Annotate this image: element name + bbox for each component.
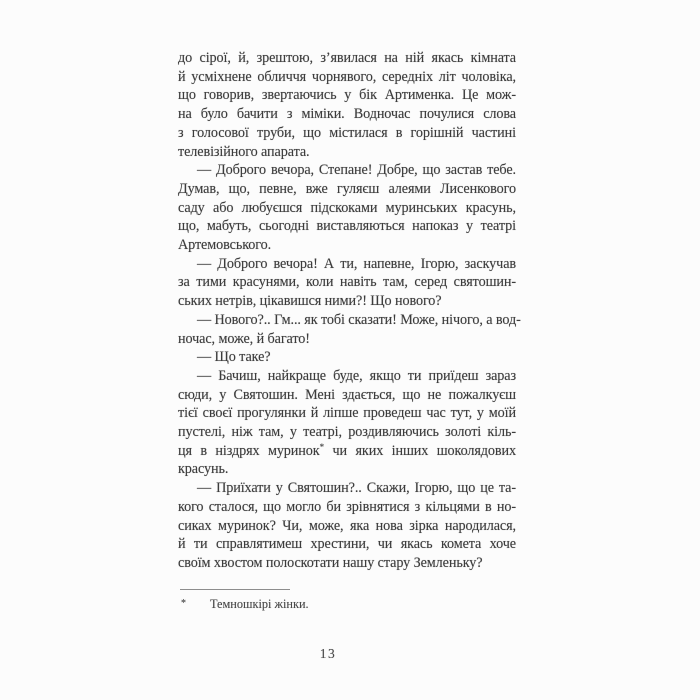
text-line: своїм хвостом полоскотати нашу стару Земленьку? [178,554,483,571]
text-line: з голосової труби, що містилася в горішній частині [178,124,516,141]
footnote-block [178,589,516,612]
footnote-text: Темношкірі жінки. [210,597,309,611]
text-line: телевізійного апарата. [178,143,310,160]
page-text [178,49,521,573]
text-line: — Що таке? [197,349,271,366]
text-segment: чи яких інших шоколядових [324,442,516,459]
text-line: що, мабуть, сьогодні виставляються напоказ у театрі [178,218,516,235]
text-line: до сірої, й, зрештою, з’явилася на ній якась кімната [178,50,516,66]
text-line: красунь. [178,461,229,478]
text-segment: ця в ніздрях муринок [178,442,320,459]
text-line: — Нового?.. Гм... як тобі сказати! Може, нічого, а вод- [197,311,521,328]
text-line: й ти справлятимеш хрестини, чи якась комета хоче [178,536,516,553]
text-line: пустелі, ніж там, у театрі, роздивляючись золоті кіль- [178,424,516,441]
text-line: ських нетрів, цікавишся ними?! Що нового? [178,293,442,310]
footnote-reference-marker: * [319,441,325,452]
footnote-marker: * [181,598,186,609]
text-line: за тими красунями, коли навіть там, серед святошин- [178,274,516,291]
text-line: що говорив, звертаючись у бік Артименка. Це мож- [178,87,516,104]
text-line: Думав, що, певне, вже гуляєш алеями Лисенкового [178,180,516,197]
text-line: — Бачиш, найкраще буде, якщо ти приїдеш зараз [197,367,516,384]
text-line: — Доброго вечора, Степане! Добре, що застав тебе. [197,162,516,179]
text-line: кого сталося, що могло би зрівнятися з кільцями в но- [178,498,516,515]
page-number: 13 [319,646,337,661]
text-line: ночас, може, й багато! [178,330,310,347]
footnote [178,597,516,612]
footnote-divider [180,589,290,590]
text-line: тієї своєї прогулянки й ліпше проведеш час тут, у моїй [178,405,516,422]
text-line: сюди, у Святошин. Мені здається, що не пожалкуєш [178,386,516,403]
text-line: саду або любуєшся підскоками муринських красунь, [178,199,516,216]
text-line: й усміхнене обличчя чорнявого, середніх літ чоловіка, [178,68,516,85]
text-line [178,442,516,461]
text-line: Артемовського. [178,237,272,254]
text-line: на було бачити з міміки. Водночас почулися слова [178,106,516,123]
text-line: — Доброго вечора! А ти, напевне, Ігорю, заскучав [197,255,516,272]
text-line: — Приїхати у Святошин?.. Скажи, Ігорю, що це та- [197,480,516,497]
text-line: сиках муринок? Чи, може, яка нова зірка народилася, [178,517,516,534]
